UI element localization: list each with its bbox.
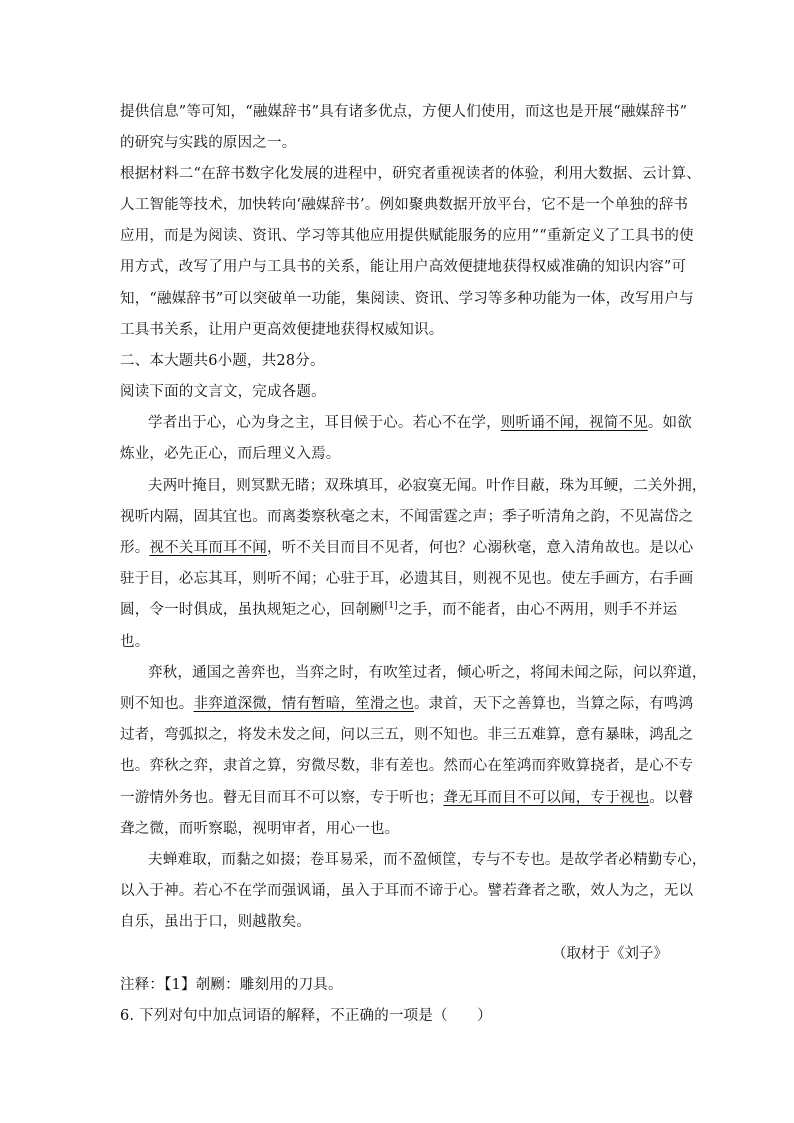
passage-line: 驻于目，必忘其耳，则听不闻；心驻于耳，必遗其目，则视不见也。使左手画方，右手画	[120, 571, 694, 587]
text-line: 用方式，改写了用户与工具书的关系，能让用户高效便捷地获得权威准确的知识内容”可	[120, 259, 687, 275]
underlined-sentence: 非弈道深微，情有暂暗，笙滑之也	[193, 696, 414, 712]
passage-line	[120, 538, 693, 558]
passage-line: 也。弈秋之弈，隶首之算，穷微尽数，非有差也。然而心在笙鸿而弈败算挠者，是心不专	[120, 758, 694, 774]
footnote-marker: [1]	[384, 601, 398, 612]
underlined-sentence: 则听诵不闻，视简不见	[500, 415, 648, 431]
text-span: 圆，令一时俱成，虽执规矩之心，回剞劂	[120, 602, 385, 618]
text-span: 之手，而不能者，由心不两用，则手不并运	[397, 602, 678, 618]
text-span: 形。	[120, 540, 150, 556]
passage-line: 视听内隔，固其宜也。而离娄察秋毫之末，不闻雷霆之声；季子听清角之韵，不见嵩岱之	[120, 509, 694, 525]
passage-line	[120, 600, 677, 620]
passage-line	[148, 413, 692, 433]
section-heading: 二、本大题共6小题，共28分。	[120, 353, 325, 369]
text-line: 工具书关系，让用户更高效便捷地获得权威知识。	[120, 322, 444, 338]
passage-line: 弈秋，通国之善弈也，当弈之时，有吹笙过者，倾心听之，将闻未闻之际，问以弈道，	[148, 665, 707, 681]
underlined-sentence: 聋无耳而目不可以闻，专于视也	[443, 790, 650, 806]
passage-line: 也。	[120, 634, 150, 650]
passage-line: 炼业，必先正心，而后理义入焉。	[120, 446, 341, 462]
passage-line: 夫蝉难取，而黏之如掇；卷耳易采，而不盈倾筐，专与不专也。是故学者必精勤专心，	[148, 852, 707, 868]
annotation-note: 注释：【1】剞劂：雕刻用的刀具。	[120, 977, 343, 993]
text-span: 。隶首，天下之善算也，当算之际，有鸣鸿	[414, 696, 694, 712]
passage-line: 自乐，虽出于口，则越散矣。	[120, 914, 312, 930]
text-span: ，听不关目而目不见者，何也？心溺秋毫，意入清角故也。是以心	[267, 540, 694, 556]
text-line: 提供信息”等可知，“融媒辞书”具有诸多优点，方便人们使用，而这也是开展“融媒辞书”	[120, 104, 688, 120]
text-line: 应用，而是为阅读、资讯、学习等其他应用提供赋能服务的应用”“重新定义了工具书的使	[120, 228, 694, 244]
passage-line: 过者，弯弧拟之，将发未发之间，问以三五，则不知也。非三五难算，意有暴昧，鸿乱之	[120, 727, 694, 743]
passage-line	[120, 694, 693, 714]
text-line: 的研究与实践的原因之一。	[120, 135, 297, 151]
text-span: 一游情外务也。瞽无目而耳不可以察，专于听也；	[120, 790, 444, 806]
source-citation: （取材于《刘子》	[552, 946, 668, 962]
question-6: 6. 下列对句中加点词语的解释，不正确的一项是（ ）	[120, 1008, 492, 1024]
text-span: 学者出于心，心为身之主，耳目候于心。若心不在学，	[148, 415, 501, 431]
passage-line	[120, 788, 693, 808]
instruction: 阅读下面的文言文，完成各题。	[120, 384, 326, 400]
text-line: 知，“融媒辞书”可以突破单一功能，集阅读、资讯、学习等多种功能为一体，改写用户与	[120, 291, 694, 307]
passage-line: 夫两叶掩目，则冥默无睹；双珠填耳，必寂寞无闻。叶作目蔽，珠为耳鲠，二关外拥，	[148, 478, 707, 494]
underlined-sentence: 视不关耳而耳不闻	[149, 540, 268, 556]
passage-line: 以入于神。若心不在学而强讽诵，虽入于耳而不谛于心。譬若聋者之歌，效人为之，无以	[120, 883, 694, 899]
text-line: 根据材料二“在辞书数字化发展的进程中，研究者重视读者的体验，利用大数据、云计算、	[120, 166, 701, 182]
text-span: 。如欲	[647, 415, 692, 431]
text-span: 。以瞽	[649, 790, 694, 806]
passage-line: 聋之微，而听察聪，视明审者，用心一也。	[120, 821, 400, 837]
text-span: 则不知也。	[120, 696, 194, 712]
text-line: 人工智能等技术，加快转向‘融媒辞书’。例如聚典数据开放平台，它不是一个单独的辞书	[120, 197, 689, 213]
